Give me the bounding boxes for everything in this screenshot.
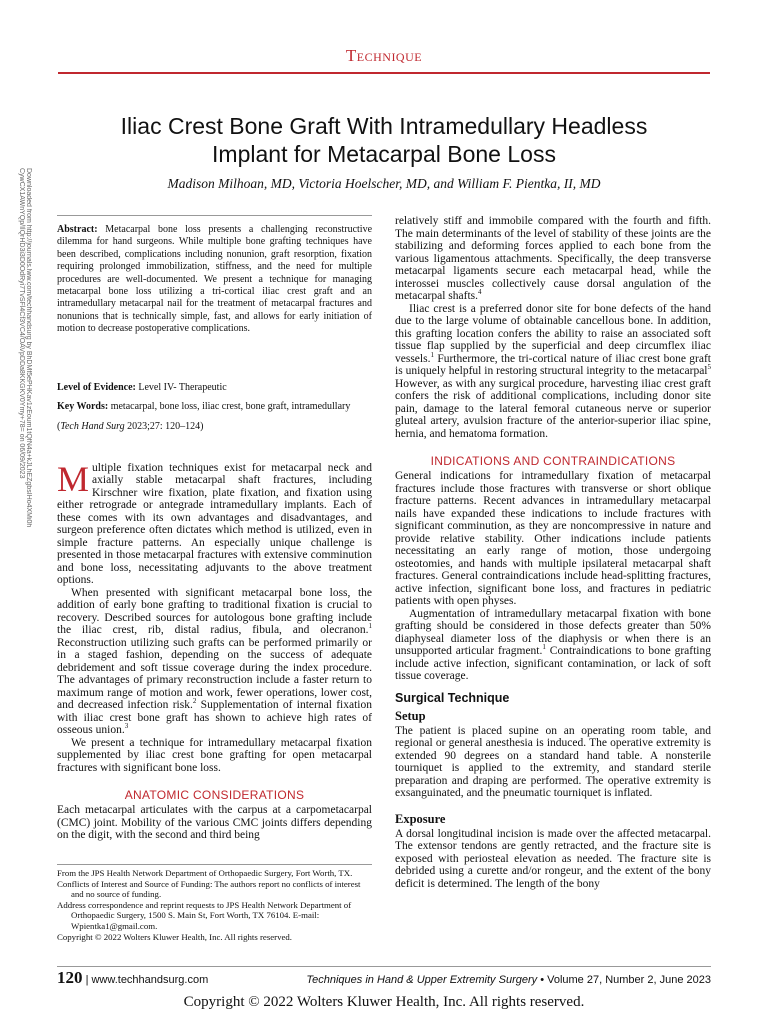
section-label: Technique: [345, 46, 423, 65]
anatomic-paragraph: Each metacarpal articulates with the carpus at a carpometacarpal (CMC) joint. Mobility of the various CMC joints differs depending on the digit, with the second and third being: [57, 804, 372, 842]
right-text-2b: Furthermore, the tri-cortical nature of iliac crest bone graft is uniquely helpful in restoring structural integrity to the metacarpal: [395, 352, 711, 377]
abstract-label: Abstract:: [57, 224, 98, 235]
journal-name: Techniques in Hand & Upper Extremity Surgery: [306, 974, 538, 986]
setup-paragraph: The patient is placed supine on an operating room table, and regional or general anesthesia is induced. The operative extremity is extended 90 degrees on a standard hand table. A nonsterile tourniquet is applied to the extremity, and standard sterile preparation and draping are performed. The operative extremity is exsanguinated, and the pneumatic tourniquet is inflated.: [395, 724, 711, 799]
level-of-evidence: [57, 382, 372, 395]
ref-sup: 1: [430, 350, 434, 359]
journal-issue: • Volume 27, Number 2, June 2023: [537, 974, 711, 986]
key-words-label: Key Words:: [57, 400, 109, 412]
footer-rule: [57, 966, 711, 967]
copyright-bar: Copyright © 2022 Wolters Kluwer Health, Inc. All rights reserved.: [183, 994, 585, 1010]
intro-text-2c: Supplementation of internal fixation with iliac crest bone graft has shown to achieve high rates of osseous union.: [57, 699, 372, 737]
intro-text-2a: When presented with significant metacarpal bone loss, the addition of early bone grafting to traditional fixation is crucial to recovery. Described sources for autologous bone grafting include the iliac crest, rib, distal radius, fibula, and olecranon.: [57, 586, 372, 637]
anatomic-continued: [395, 215, 711, 303]
anatomic-heading: ANATOMIC CONSIDERATIONS: [124, 788, 305, 803]
page-number: 120: [57, 968, 83, 987]
right-text-4b: Contraindications to bone grafting include active infection, significant contamination, or lack of soft tissue coverage.: [395, 645, 711, 682]
affiliation-note: From the JPS Health Network Department of Orthopaedic Surgery, Fort Worth, TX.: [57, 868, 353, 878]
authors: Madison Milhoan, MD, Victoria Hoelscher, MD, and William F. Pientka, II, MD: [167, 176, 601, 191]
ref-sup: 3: [124, 722, 129, 731]
ref-sup: 2: [192, 697, 197, 706]
copyright-note: Copyright © 2022 Wolters Kluwer Health, Inc. All rights reserved.: [57, 931, 292, 942]
ref-sup: 1: [542, 643, 546, 652]
abstract: [57, 215, 372, 376]
download-note-line-2: CywCX1AWnYQp/IlQrHD3i3D0OdRyi7TvSFl4Cf3VC4/OAVpDDa8KKGKV0Ymy+78= on 06/09/2023: [18, 168, 25, 479]
article-title: Iliac Crest Bone Graft With Intramedullary Headless Implant for Metacarpal Bone Loss: [120, 113, 648, 167]
abstract-text: Metacarpal bone loss presents a challenging reconstructive dilemma for hand surgeons. While multiple bone grafting techniques have been described, complications including nonunion, graft resorption, fixation requiring prolonged immobilization, stiffness, and the need for multiple procedures are well-documented. We present a technique for managing metacarpal bone loss utilizing a tri-cortical iliac crest graft and an intramedullary metacarpal nail for the treatment of metacarpal fractures and nonunions that is technically simple, fast, and allows for early initiation of motion to decrease postoperative complications.: [57, 224, 373, 335]
ref-sup: 5: [707, 363, 711, 372]
ref-sup: 4: [478, 288, 482, 297]
right-column: [395, 215, 711, 890]
indications-paragraph: General indications for intramedullary fixation of metacarpal fractures include those fractures with transverse or short oblique fracture patterns. Recent advances in intramedullary metacarpal nails have expanded these indications to include fractures with significant comminution, as they are noncompressive in nature and provide relative stability. Other indications include patients necessitating an early range of motion, those undergoing osteotomies, and hands with multiple ipsilateral metacarpal shaft fractures. General contraindications include head-splitting fractures, active infection, significant bone loss, and fractures in pediatric patients with open physes.: [395, 470, 711, 607]
intro-paragraph-3: We present a technique for intramedullary metacarpal fixation supplemented by iliac crest bone grafting for open metacarpal fractures with significant bone loss.: [57, 736, 372, 774]
page-footer: [57, 968, 711, 988]
citation-journal: Tech Hand Surg: [60, 421, 125, 433]
ref-sup: 1: [368, 622, 372, 631]
intro-text-2b: Reconstruction utilizing such grafts can be performed primarily or in a staged fashion, depending on the success of adequate debridement and soft tissue coverage during the index procedure. The advantages of primary reconstruction include a faster return to maximum range of motion and work, fewer operations, lower cost, and decreased infection risk.: [57, 636, 372, 712]
left-column: [57, 215, 372, 842]
exposure-paragraph: A dorsal longitudinal incision is made over the affected metacarpal. The extensor tendons are gently retracted, and the fracture site is exposed with periosteal elevation as needed. The fracture site is debrided using a curette and/or rongeur, and the extent of the bony deficit is determined. The length of the bony: [395, 827, 711, 890]
conflicts-note: Conflicts of Interest and Source of Funding: The authors report no conflicts of interest and no source of funding.: [57, 878, 361, 900]
download-note-line-1: Downloaded from http://journals.lww.com/techhandsurg by BhDMf5ePHKav1zEoum1tQfN4a+kJLhEZgbsIHo4XMi0h: [25, 168, 32, 528]
level-of-evidence-value: Level IV- Therapeutic: [138, 382, 227, 393]
intro-text-1: ultiple fixation techniques exist for metacarpal neck and axially stable metacarpal shaft fractures, including Kirschner wire fixation, plate fixation, and fixation using either retrograde or antegrade intramedullary implants. Each of these comes with its own advantages and disadvantages, and surgeon preference often dictates which method is utilized, even in simple fracture patterns. An especially unique challenge is presented in those metacarpal fractures with extensive comminution and bone loss, necessitating adjuvants to the above treatment options.: [57, 461, 372, 587]
right-text-4a: Augmentation of intramedullary metacarpal fixation with bone grafting should be considered in those defects greater than 50% diaphyseal diameter loss of the diaphysis or when there is an unsupported articular fragment.: [395, 607, 711, 657]
indications-heading: INDICATIONS AND CONTRAINDICATIONS: [430, 454, 676, 468]
key-words: [57, 401, 372, 414]
exposure-heading: Exposure: [395, 811, 446, 826]
surgical-technique-heading: Surgical Technique: [395, 690, 510, 705]
intro-paragraph-2: [57, 587, 372, 737]
footer-right: [306, 974, 711, 986]
setup-heading: Setup: [395, 708, 426, 723]
footnotes: [57, 864, 372, 942]
header-rule: [58, 72, 710, 74]
citation: (Tech Hand Surg 2023;27: 120–124): [57, 421, 204, 433]
journal-website: | www.techhandsurg.com: [85, 974, 209, 986]
intro-paragraph-1: [57, 458, 372, 587]
augmentation-paragraph: [395, 608, 711, 683]
right-text-1: relatively stiff and immobile compared with the fourth and fifth. The main determinants of the level of stability of these joints are the stabilizing and deforming forces applied to each bone from the various ligamentous attachments. Specifically, the deep transverse metacarpal ligaments secure each metacarpal head, while the interossei muscles collectively cause dorsal angulation of the metacarpal shafts.: [395, 215, 711, 302]
iliac-crest-paragraph: [395, 303, 711, 441]
level-of-evidence-label: Level of Evidence:: [57, 382, 136, 393]
address-note: Address correspondence and reprint requests to JPS Health Network Department of Orthopaedic Surgery, 1500 S. Main St, Fort Worth, TX 76104. E-mail: Wpientka1@gmail.com.: [57, 899, 352, 931]
right-text-2c: However, as with any surgical procedure, harvesting iliac crest graft confers the risk of additional complications, including donor site pain, damage to the lateral femoral cutaneous nerve or superior gluteal artery, avulsion fracture of the anterior-superior iliac spine, hernia, and hematoma formation.: [395, 377, 711, 440]
download-watermark: [18, 168, 32, 588]
drop-cap: M: [57, 458, 90, 499]
right-text-2a: Iliac crest is a preferred donor site for bone defects of the hand due to the large volume of obtainable cancellous bone. In addition, this grafting location confers the ability to raise an associated soft tissue flap supplied by the superficial and deep circumflex iliac vessels.: [395, 302, 711, 365]
key-words-value: metacarpal, bone loss, iliac crest, bone graft, intramedullary: [110, 400, 351, 412]
citation-details: 2023;27: 120–124): [127, 421, 204, 433]
footer-left: [57, 968, 208, 988]
